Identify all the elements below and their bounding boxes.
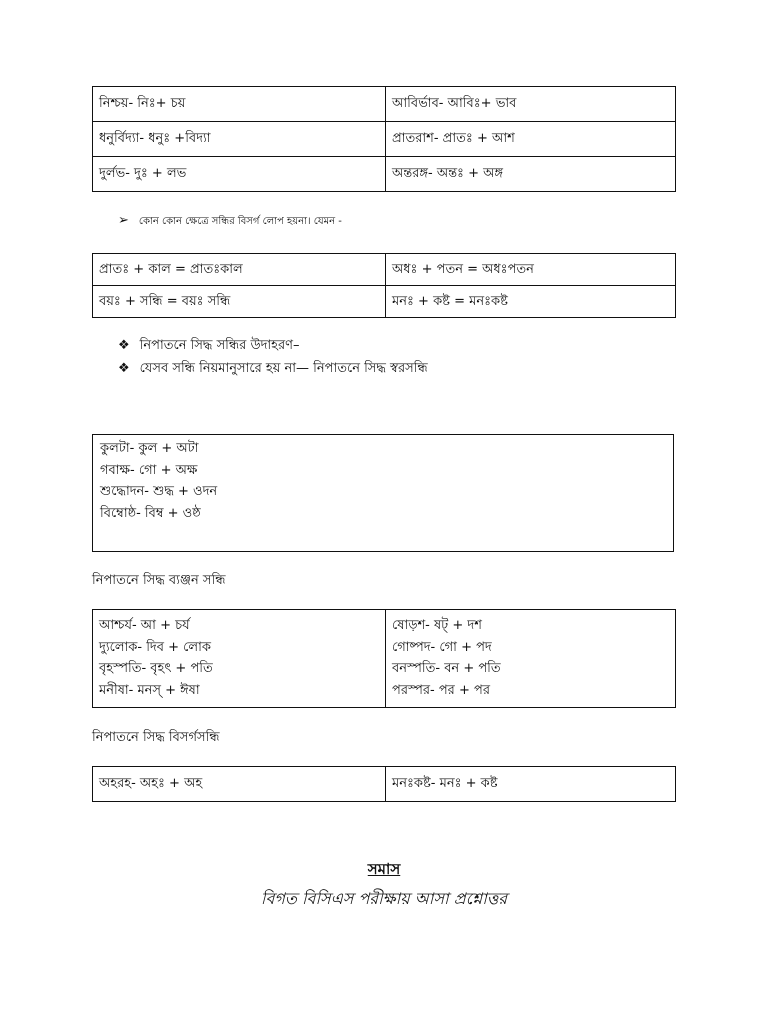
- table-cell: দুর্লভ- দুঃ + লভ: [93, 157, 386, 192]
- list-item: বিম্বোষ্ঠ- বিম্ব + ওষ্ঠ: [100, 505, 201, 521]
- box-nipatane-swara: [92, 434, 674, 552]
- page-subtitle: বিগত বিসিএস পরীক্ষায় আসা প্রশ্নোত্তর: [260, 889, 508, 908]
- bullet-item: [118, 336, 300, 357]
- table-cell: মনঃ + কষ্ট = মনঃকষ্ট: [386, 286, 676, 318]
- section-heading-bisarga: নিপাতনে সিদ্ধ বিসর্গসন্ধি: [92, 730, 220, 745]
- table-bisarga-sandhi: [92, 766, 676, 802]
- note-text: কোন কোন ক্ষেত্রে সন্ধির বিসর্গ লোপ হয়না। যেমন -: [138, 216, 342, 227]
- table-row: [93, 157, 676, 192]
- table-row: [93, 87, 676, 122]
- table-row: [93, 767, 676, 802]
- list-item: বনস্পতি- বন + পতি: [392, 661, 501, 676]
- list-item: দ্যুলোক- দিব + লোক: [99, 639, 211, 655]
- table-row: [93, 254, 676, 286]
- bullet-text: নিপাতনে সিদ্ধ সন্ধির উদাহরণ–: [139, 338, 300, 353]
- list-item: আশ্চর্য- আ + চর্য: [99, 618, 190, 633]
- table-visarga-examples: [92, 86, 676, 192]
- table-cell: অহরহ- অহঃ + অহ: [93, 767, 386, 802]
- table-cell: নিশ্চয়- নিঃ+ চয়: [93, 87, 386, 122]
- list-item: কুলটা- কুল + অটা: [100, 441, 199, 456]
- list-item: ষোড়শ- ষট্‌ + দশ: [392, 618, 482, 633]
- arrow-bullet-icon: ➢: [118, 213, 129, 228]
- table-cell: আবির্ভাব- আবিঃ+ ভাব: [386, 87, 676, 122]
- table-cell: প্রাতরাশ- প্রাতঃ + আশ: [386, 122, 676, 157]
- table-cell: প্রাতঃ + কাল = প্রাতঃকাল: [93, 254, 386, 286]
- note-visarga-retained: [118, 213, 342, 231]
- list-item: পরস্পর- পর + পর: [392, 682, 490, 698]
- section-heading-byanjan: নিপাতনে সিদ্ধ ব্যঞ্জন সন্ধি: [92, 573, 226, 588]
- list-item: মনীষা- মনস্‌ + ঈষা: [99, 682, 200, 698]
- table-cell: বয়ঃ + সন্ধি = বয়ঃ সন্ধি: [93, 286, 386, 318]
- table-row: [93, 122, 676, 157]
- bullet-text: যেসব সন্ধি নিয়মানুসারে হয় না— নিপাতনে সিদ্ধ স্বরসন্ধি: [139, 361, 428, 376]
- bullet-item: [118, 359, 428, 380]
- page-title: সমাস: [367, 860, 401, 878]
- table-cell: ধনুর্বিদ্যা- ধনুঃ +বিদ্যা: [93, 122, 386, 157]
- list-item: গোষ্পদ- গো + পদ: [392, 639, 492, 655]
- diamond-bullet-icon: ❖: [118, 338, 130, 353]
- table-visarga-retained: [92, 253, 676, 318]
- table-cell: মনঃকষ্ট- মনঃ + কষ্ট: [386, 767, 676, 802]
- list-item: বৃহস্পতি- বৃহৎ + পতি: [99, 661, 213, 676]
- list-item: শুদ্ধোদন- শুদ্ধ + ওদন: [100, 484, 218, 499]
- diamond-bullet-icon: ❖: [118, 361, 130, 376]
- table-row: [93, 286, 676, 318]
- table-cell: অন্তরঙ্গ- অন্তঃ + অঙ্গ: [386, 157, 676, 192]
- list-item: গবাক্ষ- গো + অক্ষ: [100, 462, 198, 478]
- table-byanjan-sandhi: [92, 609, 676, 708]
- table-cell-right: [386, 610, 676, 708]
- table-cell: অধঃ + পতন = অধঃপতন: [386, 254, 676, 286]
- table-row: [93, 610, 676, 708]
- table-cell-left: [93, 610, 386, 708]
